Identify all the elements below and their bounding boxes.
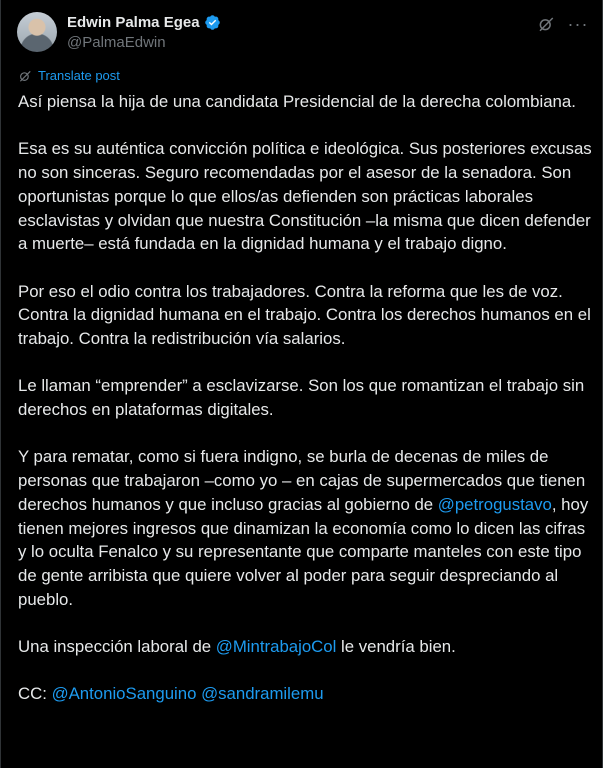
- post-paragraph: Por eso el odio contra los trabajadores. Contra la reforma que les de voz. Contra la dignidad humana en el trabajo. Contra los derechos humanos en el trabajo. Contra la redistribución vía salarios.: [18, 281, 591, 348]
- post-text: [18, 90, 592, 730]
- header-actions: [536, 14, 588, 34]
- post-paragraph: Así piensa la hija de una candidata Presidencial de la derecha colombiana.: [18, 92, 576, 111]
- text-segment: , hoy tienen mejores ingresos que dinamizan la economía como lo dicen las cifras y lo oculta Fenalco y su representante que comparte manteles con este tipo de gente arribista que quiere volver al poder para seguir despreciando al pueblo.: [18, 494, 589, 609]
- post-paragraph: [18, 445, 592, 611]
- verified-badge-icon: [204, 14, 221, 31]
- author-name-row: [67, 14, 221, 31]
- text-segment: le vendría bien.: [336, 637, 456, 657]
- post-paragraph: Esa es su auténtica convicción política e ideológica. Sus posteriores excusas no son sinceras. Seguro recomendadas por el asesor de la senadora. Son oportunistas porque lo que ellos/as defienden son prácticas laborales esclavistas y olvidan que nuestra Constitución –la misma que dicen defender a muerte– está fundada en la dignidad humana y el trabajo digno.: [18, 139, 592, 254]
- grok-icon[interactable]: [536, 14, 556, 34]
- mention-link[interactable]: @AntonioSanguino: [51, 684, 197, 704]
- mention-link[interactable]: @MintrabajoCol: [215, 637, 337, 657]
- mention-link[interactable]: @sandramilemu: [201, 684, 324, 704]
- translate-post-link[interactable]: [18, 68, 120, 83]
- author-name[interactable]: Edwin Palma Egea: [67, 14, 200, 31]
- more-options-icon[interactable]: ···: [567, 14, 589, 34]
- grok-symbol-icon: [537, 15, 555, 33]
- post-paragraph: [18, 682, 592, 706]
- post-paragraph: Le llaman “emprender” a esclavizarse. Son los que romantizan el trabajo sin derechos en plataformas digitales.: [18, 376, 585, 420]
- text-segment: CC:: [18, 684, 52, 704]
- post-paragraph: [18, 635, 592, 659]
- avatar[interactable]: [17, 12, 57, 52]
- text-segment: Y para rematar, como si fuera indigno, se burla de decenas de miles de personas que trabajaron –como yo – en cajas de supermercados que tienen derechos humanos y que incluso gracias al gobierno de: [18, 447, 586, 514]
- text-segment: Una inspección laboral de: [18, 637, 216, 657]
- translate-post-label: Translate post: [38, 68, 120, 83]
- author-handle[interactable]: @PalmaEdwin: [67, 34, 166, 51]
- mention-link[interactable]: @petrogustavo: [437, 494, 552, 514]
- grok-translate-icon: [18, 69, 32, 83]
- post-header: [17, 12, 588, 56]
